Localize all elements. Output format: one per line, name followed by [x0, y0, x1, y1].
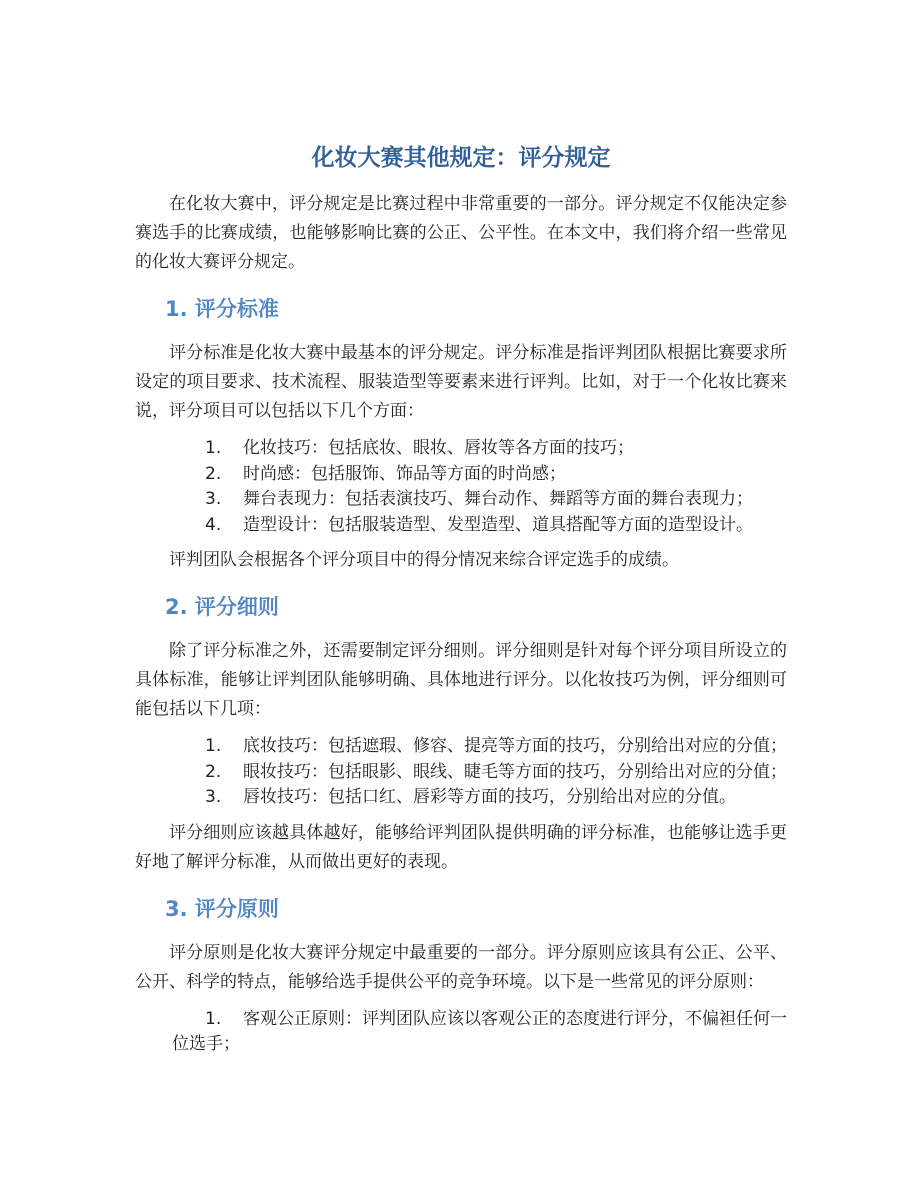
list-text: 客观公正原则：评判团队应该以客观公正的态度进行评分，不偏袒任何一位选手； [172, 1008, 787, 1054]
list-text: 化妆技巧：包括底妆、眼妆、唇妆等各方面的技巧； [243, 438, 634, 458]
list-item [135, 734, 787, 760]
list-item [135, 436, 787, 462]
list-text: 时尚感：包括服饰、饰品等方面的时尚感； [243, 463, 566, 484]
list-item [135, 462, 787, 488]
list-text: 舞台表现力：包括表演技巧、舞台动作、舞蹈等方面的舞台表现力； [243, 489, 753, 509]
section-paragraph: 评判团队会根据各个评分项目中的得分情况来综合评定选手的成绩。 [169, 550, 679, 570]
section-paragraph: 评分原则是化妆大赛评分规定中最重要的一部分。评分原则应该具有公正、公平、公开、科学的特点，能够给选手提供公平的竞争环境。以下是一些常见的评分原则： [135, 942, 787, 992]
list-number: 2. [205, 761, 222, 782]
list-number: 3. [205, 489, 222, 509]
numbered-list [135, 436, 787, 538]
section-paragraph: 评分标准是化妆大赛中最基本的评分规定。评分标准是指评判团队根据比赛要求所设定的项目要求、技术流程、服装造型等要素来进行评判。比如，对于一个化妆比赛来说，评分项目可以包括以下几个方面： [135, 343, 787, 421]
list-item [135, 760, 787, 786]
list-item [135, 487, 787, 513]
list-text: 唇妆技巧：包括口红、唇彩等方面的技巧，分别给出对应的分值。 [243, 787, 736, 807]
intro-paragraph: 在化妆大赛中，评分规定是比赛过程中非常重要的一部分。评分规定不仅能决定参赛选手的比赛成绩，也能够影响比赛的公正、公平性。在本文中，我们将介绍一些常见的化妆大赛评分规定。 [135, 194, 787, 272]
list-number: 4. [205, 514, 222, 535]
section-heading: 1. 评分标准 [165, 297, 279, 321]
document-title: 化妆大赛其他规定：评分规定 [311, 145, 611, 171]
section-heading: 2. 评分细则 [165, 595, 279, 619]
section-paragraph: 评分细则应该越具体越好，能够给评判团队提供明确的评分标准，也能够让选手更好地了解评分标准，从而做出更好的表现。 [135, 822, 787, 872]
list-number: 3. [205, 787, 222, 807]
list-text: 眼妆技巧：包括眼影、眼线、睫毛等方面的技巧，分别给出对应的分值； [243, 761, 787, 782]
list-number: 1. [205, 438, 222, 458]
list-number: 1. [205, 1008, 222, 1029]
section-heading: 3. 评分原则 [165, 896, 279, 921]
numbered-list [135, 734, 787, 811]
list-text: 底妆技巧：包括遮瑕、修容、提亮等方面的技巧，分别给出对应的分值； [243, 736, 787, 756]
list-number: 2. [205, 463, 222, 484]
document-page [135, 140, 787, 1066]
section-paragraph: 除了评分标准之外，还需要制定评分细则。评分细则是针对每个评分项目所设立的具体标准，能够让评判团队能够明确、具体地进行评分。以化妆技巧为例，评分细则可能包括以下几项： [135, 641, 787, 719]
list-number: 1. [205, 736, 222, 756]
list-item [135, 513, 787, 539]
list-item [135, 785, 787, 811]
numbered-list [135, 1007, 787, 1058]
list-item [135, 1007, 787, 1058]
list-text: 造型设计：包括服装造型、发型造型、道具搭配等方面的造型设计。 [243, 514, 753, 535]
